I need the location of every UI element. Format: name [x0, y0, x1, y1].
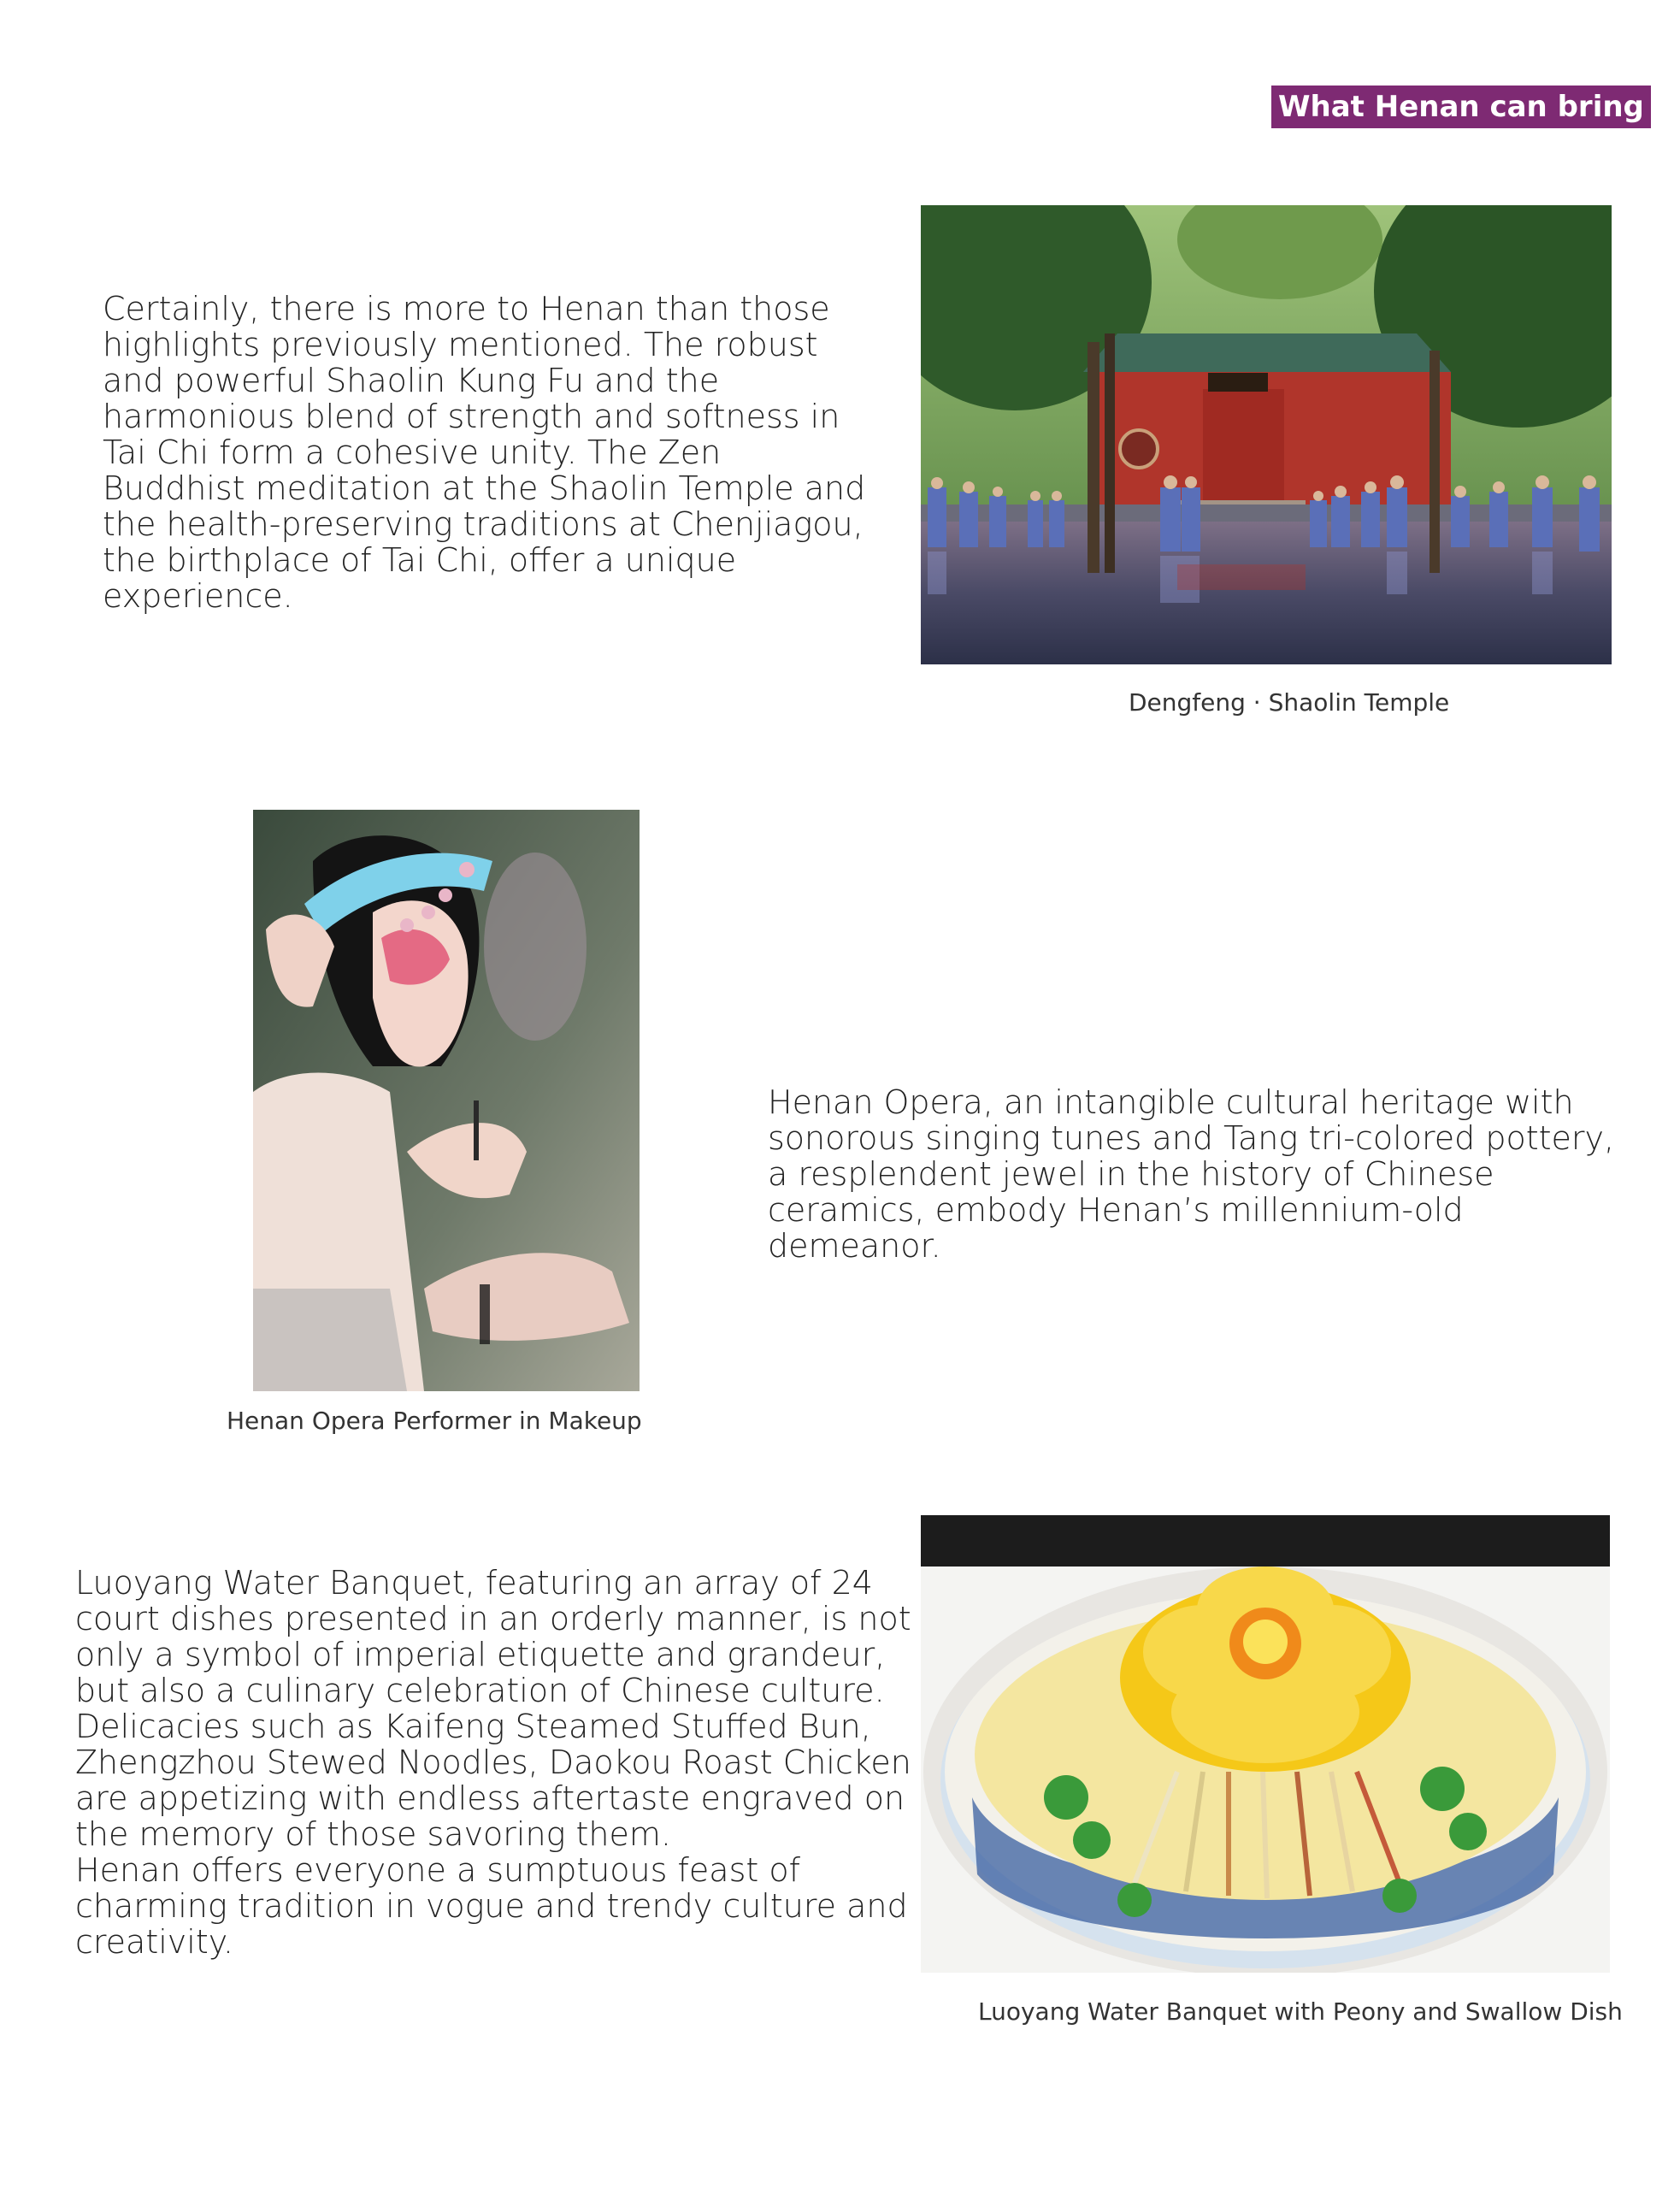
- shaolin-temple-photo: [921, 205, 1612, 664]
- water-banquet-photo: [921, 1515, 1610, 1973]
- opera-caption: Henan Opera Performer in Makeup: [227, 1407, 642, 1435]
- opera-paragraph: [768, 1084, 1623, 1264]
- banquet-text-line-1: Luoyang Water Banquet, featuring an array of 24 court dishes presented in an orderly manner, is not only a symbol of imperial etiquette and grandeur, but also a culinary celebration of Chinese culture.: [75, 1564, 911, 1709]
- opera-performer-photo: [253, 810, 640, 1391]
- martial-arts-text: Certainly, there is more to Henan than those highlights previously mentioned. The robust and powerful Shaolin Kung Fu and the harmonious blend of strength and softness in Tai Chi form a cohesive unity. The Zen Buddhist meditation at the Shaolin Temple and the health-preserving traditions at Chenjiagou, the birthplace of Tai Chi, offer a unique experience.: [103, 290, 866, 615]
- banquet-text-line-3: Henan offers everyone a sumptuous feast of charming tradition in vogue and trendy culture and creativity.: [75, 1851, 908, 1961]
- martial-arts-paragraph: [103, 291, 872, 614]
- banquet-caption: Luoyang Water Banquet with Peony and Swallow Dish: [978, 1997, 1623, 2026]
- shaolin-caption: Dengfeng · Shaolin Temple: [1129, 688, 1450, 717]
- opera-text: Henan Opera, an intangible cultural heritage with sonorous singing tunes and Tang tri-colored pottery, a resplendent jewel in the history of Chinese ceramics, embody Henan’s millennium-old demeanor.: [768, 1083, 1615, 1265]
- banquet-text-line-2: Delicacies such as Kaifeng Steamed Stuffed Bun, Zhengzhou Stewed Noodles, Daokou Roast Chicken are appetizing with endless aftertaste engraved on the memory of those savoring them.: [75, 1708, 911, 1853]
- section-header-badge: What Henan can bring: [1271, 86, 1651, 128]
- banquet-paragraph: [75, 1565, 922, 1960]
